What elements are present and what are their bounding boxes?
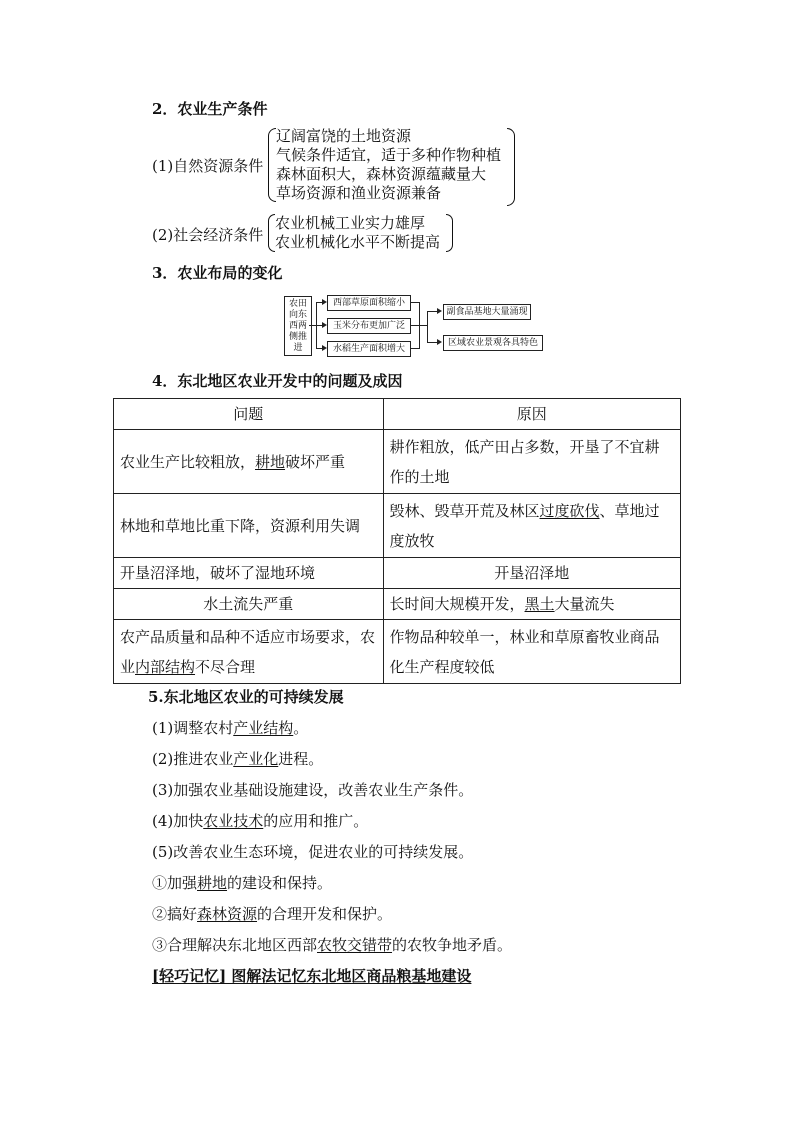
natural-item: 草场资源和渔业资源兼备	[276, 184, 442, 202]
table-row	[114, 494, 681, 558]
social-item: 农业机械化水平不断提高	[275, 233, 441, 251]
list-item: ②搞好森林资源的合理开发和保护。	[152, 905, 393, 923]
section-3-title: 3．农业布局的变化	[152, 264, 283, 282]
social-item: 农业机械工业实力雄厚	[275, 214, 426, 232]
table-header: 原因	[383, 399, 680, 430]
diagram-result-box: 副食品基地大量涌现	[443, 304, 531, 320]
cause-cell: 开垦沼泽地	[383, 558, 680, 589]
diagram-result-box: 区域农业景观各具特色	[443, 335, 543, 351]
list-item: (3)加强农业基础设施建设，改善农业生产条件。	[152, 781, 474, 799]
list-item: (2)推进农业产业化进程。	[152, 750, 324, 768]
connector	[419, 325, 427, 326]
problem-cell: 林地和草地比重下降，资源利用失调	[114, 494, 384, 558]
section-4-title: 4．东北地区农业开发中的问题及成因	[152, 372, 403, 390]
table-row	[114, 558, 681, 589]
diagram-source-box: 农田向东西两侧推进	[284, 296, 312, 356]
memory-tip: [轻巧记忆] 图解法记忆东北地区商品粮基地建设	[152, 967, 472, 985]
natural-item: 森林面积大，森林资源蕴藏量大	[276, 165, 487, 183]
natural-item: 辽阔富饶的土地资源	[276, 127, 412, 145]
table-header-row	[114, 399, 681, 430]
natural-item: 气候条件适宜，适于多种作物种植	[276, 146, 502, 164]
cause-cell: 毁林、毁草开荒及林区过度砍伐、草地过度放牧	[383, 494, 680, 558]
problems-causes-table	[113, 398, 681, 684]
table-row	[114, 430, 681, 494]
left-brace-natural	[268, 128, 276, 202]
section-5-title: 5.东北地区农业的可持续发展	[148, 688, 344, 706]
problem-cell: 水土流失严重	[114, 589, 384, 620]
diagram-middle-box: 西部草原面积缩小	[327, 295, 411, 311]
problem-cell: 开垦沼泽地，破坏了湿地环境	[114, 558, 384, 589]
connector	[427, 311, 428, 343]
arrow-head	[437, 308, 442, 314]
cause-cell: 长时间大规模开发，黑土大量流失	[383, 589, 680, 620]
list-item: (4)加快农业技术的应用和推广。	[152, 812, 369, 830]
natural-conditions-label: (1)自然资源条件	[152, 157, 264, 175]
table-header: 问题	[114, 399, 384, 430]
arrow-head	[437, 339, 442, 345]
social-conditions-label: (2)社会经济条件	[152, 226, 264, 244]
cause-cell: 作物品种较单一，林业和草原畜牧业商品化生产程度较低	[383, 620, 680, 684]
list-item: (5)改善农业生态环境，促进农业的可持续发展。	[152, 843, 474, 861]
list-item: (1)调整农村产业结构。	[152, 719, 309, 737]
table-row	[114, 620, 681, 684]
right-brace-natural	[507, 128, 515, 206]
list-item: ①加强耕地的建设和保持。	[152, 874, 333, 892]
diagram-middle-box: 玉米分布更加广泛	[327, 318, 411, 334]
section-2-title: 2．农业生产条件	[152, 100, 268, 118]
diagram-middle-box: 水稻生产面积增大	[327, 341, 411, 357]
cause-cell: 耕作粗放，低产田占多数，开垦了不宜耕作的土地	[383, 430, 680, 494]
table-row	[114, 589, 681, 620]
left-brace-social	[268, 214, 275, 252]
list-item: ③合理解决东北地区西部农牧交错带的农牧争地矛盾。	[152, 936, 513, 954]
problem-cell: 农业生产比较粗放，耕地破坏严重	[114, 430, 384, 494]
right-brace-social	[446, 214, 453, 252]
problem-cell: 农产品质量和品种不适应市场要求，农业内部结构不尽合理	[114, 620, 384, 684]
